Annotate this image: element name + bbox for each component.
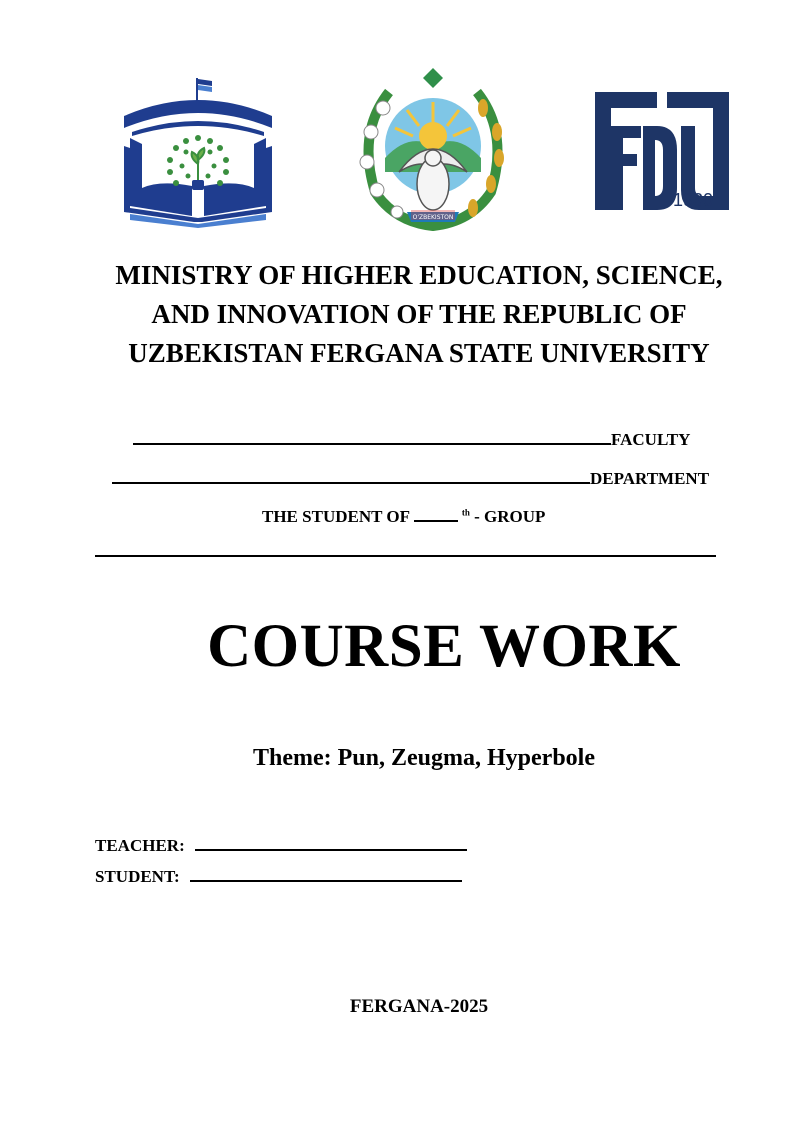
department-field: [112, 467, 709, 489]
group-number-blank[interactable]: [414, 505, 458, 522]
document-title: COURSE WORK: [207, 613, 681, 680]
department-blank[interactable]: [112, 467, 590, 484]
theme-text: Theme: Pun, Zeugma, Hyperbole: [253, 745, 595, 771]
teacher-blank[interactable]: [195, 834, 467, 851]
faculty-label: FACULTY: [611, 430, 691, 449]
student-field: [95, 865, 462, 887]
faculty-field: [133, 428, 690, 450]
group-field: [262, 505, 545, 527]
faculty-blank[interactable]: [133, 428, 611, 445]
city-year: FERGANA-2025: [349, 996, 489, 1017]
state-emblem: [349, 62, 517, 232]
teacher-label: TEACHER:: [95, 836, 185, 855]
student-blank[interactable]: [190, 865, 462, 882]
emblem-banner-text: O'ZBEKISTON: [412, 214, 454, 221]
ministry-logo: [120, 76, 276, 228]
student-label: STUDENT:: [95, 867, 180, 886]
group-prefix: THE STUDENT OF: [262, 507, 410, 526]
university-year: 1930: [672, 190, 714, 210]
group-suffix: - GROUP: [474, 507, 546, 526]
teacher-field: [95, 834, 467, 856]
ministry-title: MINISTRY OF HIGHER EDUCATION, SCIENCE, AND INNOVATION OF THE REPUBLIC OF UZBEKISTAN FERGANA STATE UNIVERSITY: [115, 260, 723, 368]
group-suffix-sup: th: [461, 507, 470, 518]
department-label: DEPARTMENT: [590, 469, 710, 488]
divider-line: [95, 555, 716, 557]
university-logo: [595, 92, 729, 226]
